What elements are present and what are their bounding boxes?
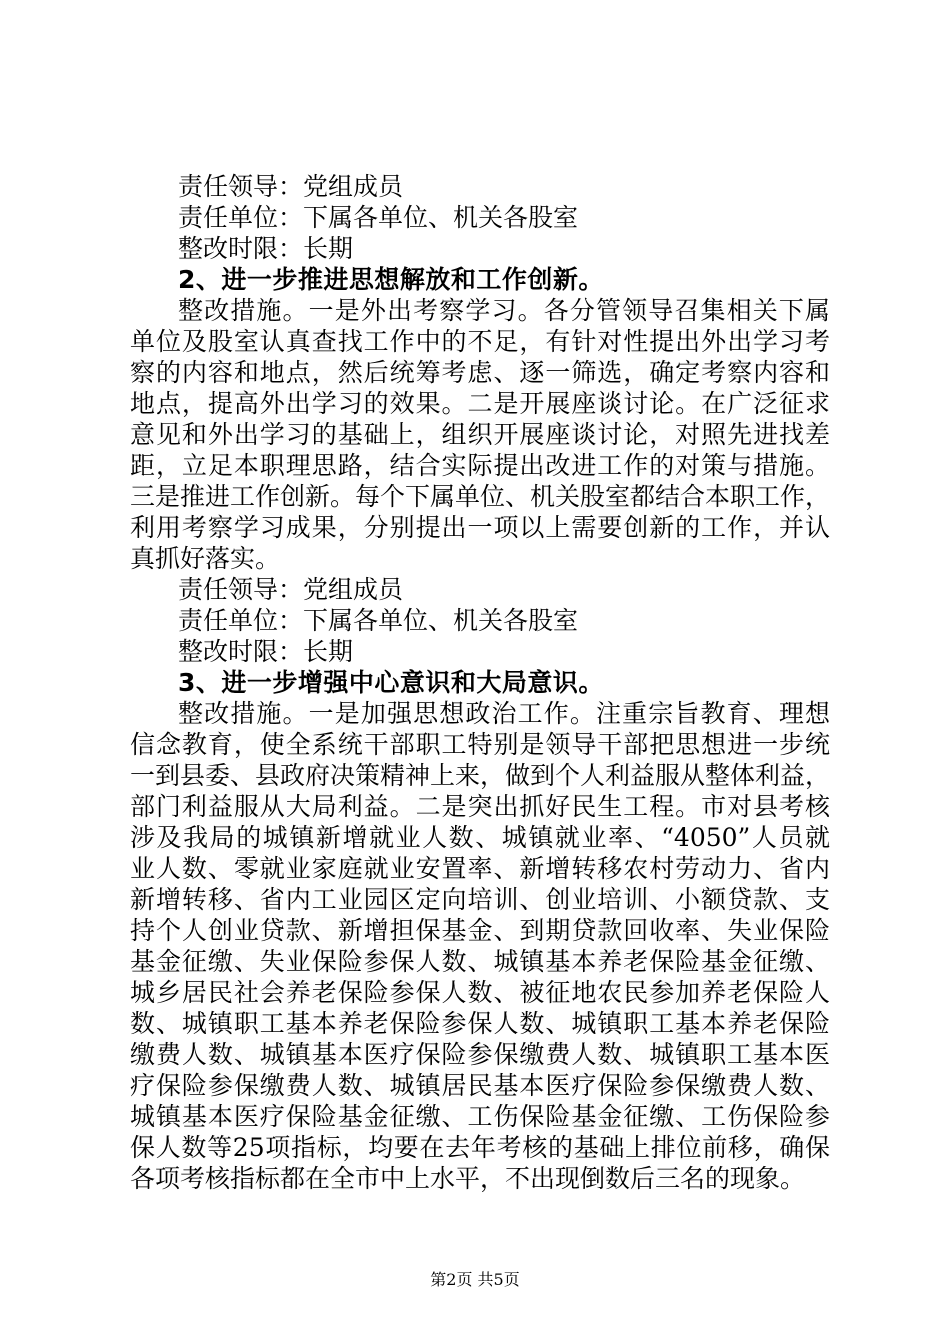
paragraph-line: 真抓好落实。 xyxy=(130,544,281,573)
document-body xyxy=(130,171,830,1194)
paragraph-line: 整改措施。一是加强思想政治工作。注重宗旨教育、理想 xyxy=(178,699,830,728)
section-2-heading: 2、进一步推进思想解放和工作创新。 xyxy=(178,265,604,294)
paragraph-line: 新增转移、省内工业园区定向培训、创业培训、小额贷款、支 xyxy=(130,885,830,914)
paragraph-line: 部门利益服从大局利益。二是突出抓好民生工程。市对县考核 xyxy=(130,792,830,821)
paragraph-line: 三是推进工作创新。每个下属单位、机关股室都结合本职工作， xyxy=(130,482,831,511)
section-2-paragraph xyxy=(130,295,830,574)
paragraph-line: 涉及我局的城镇新增就业人数、城镇就业率、“4050”人员就 xyxy=(130,823,830,852)
paragraph-line: 保人数等25项指标，均要在去年考核的基础上排位前移，确保 xyxy=(130,1133,830,1162)
paragraph-line: 整改措施。一是外出考察学习。各分管领导召集相关下属 xyxy=(178,296,830,325)
paragraph-line: 察的内容和地点，然后统筹考虑、逐一筛选，确定考察内容和 xyxy=(130,358,830,387)
responsible-leader: 责任领导：党组成员 xyxy=(178,172,404,201)
paragraph-line: 信念教育，使全系统干部职工特别是领导干部把思想进一步统 xyxy=(130,730,830,759)
paragraph-line: 利用考察学习成果，分别提出一项以上需要创新的工作，并认 xyxy=(130,513,830,542)
paragraph-line: 基金征缴、失业保险参保人数、城镇基本养老保险基金征缴、 xyxy=(130,947,830,976)
paragraph-line: 城乡居民社会养老保险参保人数、被征地农民参加养老保险人 xyxy=(130,978,830,1007)
responsible-leader: 责任领导：党组成员 xyxy=(178,575,404,604)
paragraph-line: 业人数、零就业家庭就业安置率、新增转移农村劳动力、省内 xyxy=(130,854,830,883)
paragraph-line: 地点，提高外出学习的效果。二是开展座谈讨论。在广泛征求 xyxy=(130,389,830,418)
rectification-deadline: 整改时限：长期 xyxy=(178,234,354,263)
responsible-unit: 责任单位：下属各单位、机关各股室 xyxy=(178,606,579,635)
paragraph-line: 缴费人数、城镇基本医疗保险参保缴费人数、城镇职工基本医 xyxy=(130,1040,830,1069)
paragraph-line: 距，立足本职理思路，结合实际提出改进工作的对策与措施。 xyxy=(130,451,830,480)
paragraph-line: 持个人创业贷款、新增担保基金、到期贷款回收率、失业保险 xyxy=(130,916,830,945)
section-3-paragraph xyxy=(130,698,830,1194)
rectification-deadline: 整改时限：长期 xyxy=(178,637,354,666)
responsible-unit: 责任单位：下属各单位、机关各股室 xyxy=(178,203,579,232)
paragraph-line: 单位及股室认真查找工作中的不足，有针对性提出外出学习考 xyxy=(130,327,830,356)
paragraph-line: 各项考核指标都在全市中上水平，不出现倒数后三名的现象。 xyxy=(130,1164,806,1193)
section-3-heading: 3、进一步增强中心意识和大局意识。 xyxy=(178,668,604,697)
paragraph-line: 疗保险参保缴费人数、城镇居民基本医疗保险参保缴费人数、 xyxy=(130,1071,830,1100)
page-footer: 第2页 共5页 xyxy=(430,1270,520,1289)
paragraph-line: 意见和外出学习的基础上，组织开展座谈讨论，对照先进找差 xyxy=(130,420,830,449)
paragraph-line: 一到县委、县政府决策精神上来，做到个人利益服从整体利益， xyxy=(130,761,831,790)
paragraph-line: 数、城镇职工基本养老保险参保人数、城镇职工基本养老保险 xyxy=(130,1009,830,1038)
paragraph-line: 城镇基本医疗保险基金征缴、工伤保险基金征缴、工伤保险参 xyxy=(130,1102,830,1131)
